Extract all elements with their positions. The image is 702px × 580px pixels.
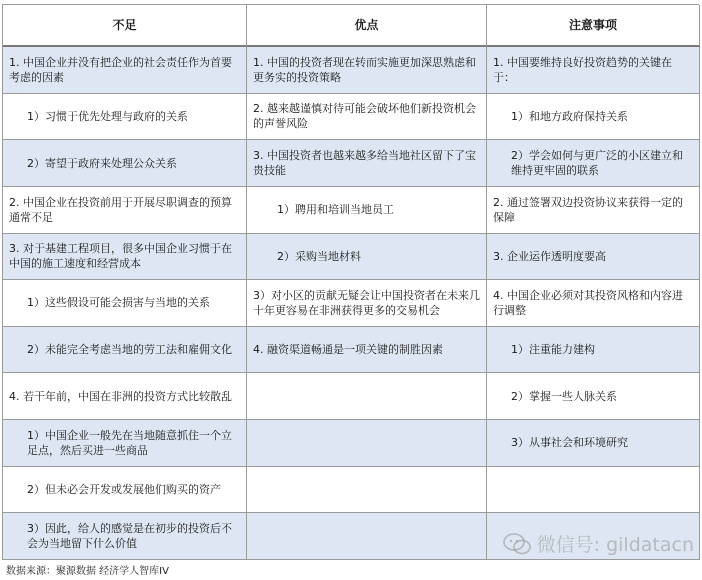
- table-cell: 2）寄望于政府来处理公众关系: [3, 140, 247, 187]
- watermark-text: 微信号: gildatacn: [536, 534, 694, 556]
- table-cell: 1. 中国企业并没有把企业的社会责任作为首要考虑的因素: [3, 47, 247, 94]
- table-cell: 1. 中国的投资者现在转而实施更加深思熟虑和更务实的投资策略: [247, 47, 487, 94]
- table-cell-empty: [247, 513, 487, 560]
- table-cell: 3）因此，给人的感觉是在初步的投资后不会为当地留下什么价值: [3, 513, 247, 560]
- table-cell: 3. 对于基建工程项目，很多中国企业习惯于在中国的施工速度和经营成本: [3, 234, 247, 281]
- data-source-note: 数据来源：聚源数据 经济学人智库IV: [6, 566, 169, 577]
- table-cell: 3）对小区的贡献无疑会让中国投资者在未来几十年更容易在非洲获得更多的交易机会: [247, 280, 487, 327]
- table-cell: 4. 中国企业必须对其投资风格和内容进行调整: [487, 280, 700, 327]
- table-cell: 3. 企业运作透明度要高: [487, 234, 700, 281]
- table-cell-empty: [247, 467, 487, 514]
- table-cell: 1）中国企业一般先在当地随意抓住一个立足点，然后买进一些商品: [3, 420, 247, 467]
- table-cell: 1）和地方政府保持关系: [487, 94, 700, 141]
- table-cell: 1）这些假设可能会损害与当地的关系: [3, 280, 247, 327]
- table-cell: 2. 通过签署双边投资协议来获得一定的保障: [487, 187, 700, 234]
- header-notes: 注意事项: [487, 5, 700, 47]
- table-cell: 2. 中国企业在投资前用于开展尽职调查的预算通常不足: [3, 187, 247, 234]
- table-cell: 2. 越来越谨慎对待可能会破坏他们新投资机会的声誉风险: [247, 94, 487, 141]
- table-cell: 1）习惯于优先处理与政府的关系: [3, 94, 247, 141]
- wechat-icon: [503, 533, 531, 555]
- table-cell: 3）从事社会和环境研究: [487, 420, 700, 467]
- table-cell: 4. 融资渠道畅通是一项关键的制胜因素: [247, 327, 487, 374]
- table-cell: 2）但未必会开发或发展他们购买的资产: [3, 467, 247, 514]
- table-cell: 1. 中国要维持良好投资趋势的关键在于：: [487, 47, 700, 94]
- comparison-table: [2, 4, 699, 560]
- table-cell: 2）未能完全考虑当地的劳工法和雇佣文化: [3, 327, 247, 374]
- table-cell: 1）注重能力建构: [487, 327, 700, 374]
- header-shortcomings: 不足: [3, 5, 247, 47]
- table-cell: 4. 若干年前，中国在非洲的投资方式比较散乱: [3, 373, 247, 420]
- wechat-watermark: [503, 530, 694, 557]
- table-cell-empty: [487, 467, 700, 514]
- table-cell: 2）学会如何与更广泛的小区建立和维持更牢固的联系: [487, 140, 700, 187]
- table-cell: 3. 中国投资者也越来越多给当地社区留下了宝贵技能: [247, 140, 487, 187]
- table-cell: 1）聘用和培训当地员工: [247, 187, 487, 234]
- header-advantages: 优点: [247, 5, 487, 47]
- table-cell-empty: [247, 373, 487, 420]
- table-cell: 2）采购当地材料: [247, 234, 487, 281]
- table-cell: 2）掌握一些人脉关系: [487, 373, 700, 420]
- table-cell-empty: [247, 420, 487, 467]
